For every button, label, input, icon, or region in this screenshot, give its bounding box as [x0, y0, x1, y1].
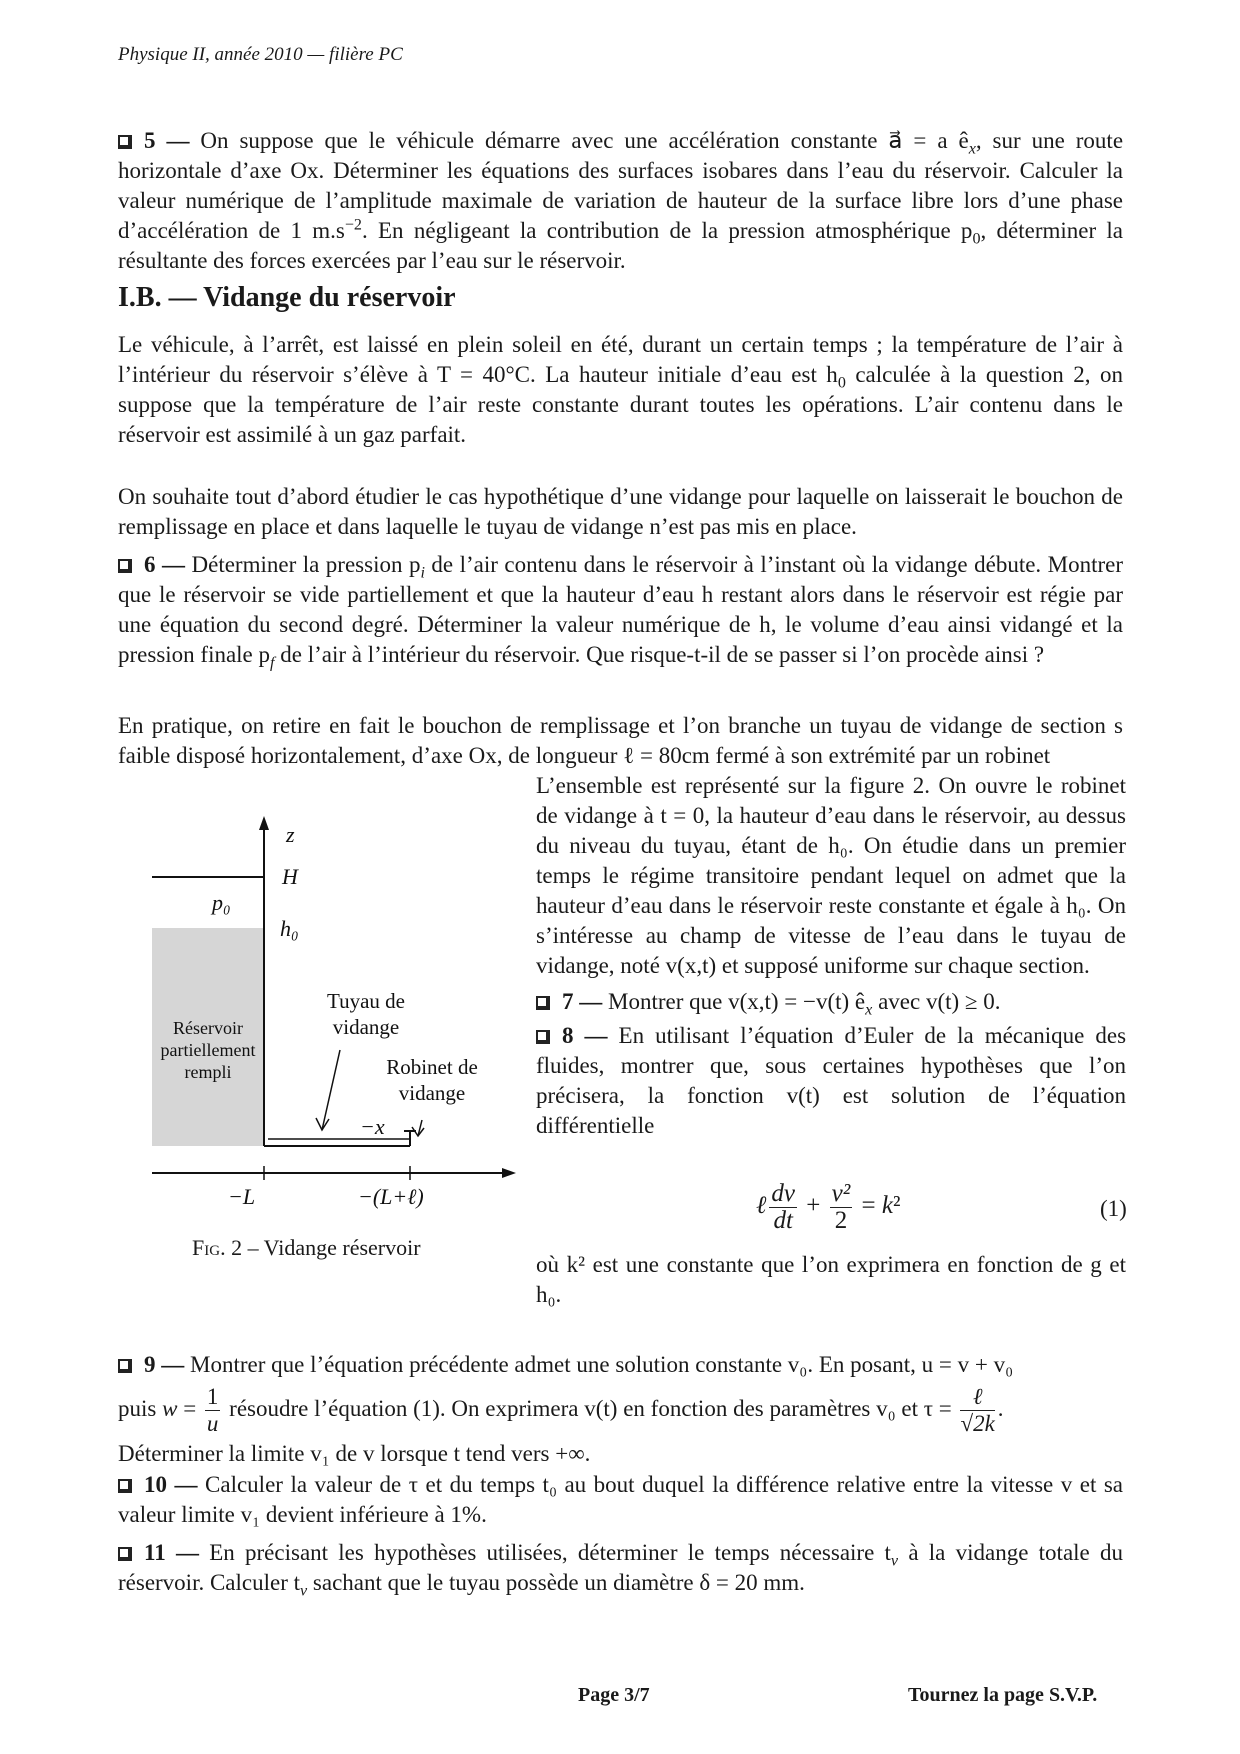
checkbox-icon [118, 1547, 132, 1561]
checkbox-icon [118, 1359, 132, 1373]
q5-exponent: −2 [344, 216, 362, 234]
q9-text-c: Déterminer la limite v₁ de v lorsque t tend vers +∞. [118, 1441, 591, 1466]
q11-text2: à la vidange totale du réservoir. Calculer t [118, 1540, 1124, 1595]
question-number: 7 — [562, 989, 603, 1014]
question-number: 6 — [144, 552, 185, 577]
checkbox-icon [118, 1479, 132, 1493]
label-H: H [282, 864, 298, 889]
pratique-text: En pratique, on retire en fait le bouchon de remplissage et l’on branche un tuyau de vidange de section s faible disposé horizontalement, d’axe Ox, de longueur ℓ = 80cm fermé à son extrémité par un robinet [118, 713, 1123, 768]
reservoir-label-3: rempli [184, 1062, 232, 1082]
q11-text: En précisant les hypothèses utilisées, déterminer le temps nécessaire t [209, 1540, 891, 1565]
question-5: 5 — On suppose que le véhicule démarre avec une accélération constante a⃗ = a $ê_x$, sur une route horizontale d’axe Ox. Déterminer les équations des surfaces isobares dans l’eau du réservoir. Calculer la valeur numérique de l’amplitude maximale de variation de hauteur de la surface libre lors d’une phase d’accélération de 1 $m.s^{-2}$. En négligeant la contribution de la pression atmosphérique $p_0$, déterminer la résultante des forces exercées par l’eau sur le réservoir. [118, 128, 1124, 273]
tuyau-label-2: vidange [332, 1015, 400, 1039]
q9-text-a: Montrer que l’équation précédente admet une solution constante v₀. En posant, u = v + v₀ [190, 1352, 1014, 1377]
tuyau-arrow [316, 1118, 329, 1130]
q9-text-b: résoudre l’équation (1). On exprimera v(t) en fonction des paramètres v₀ et τ = [229, 1395, 952, 1421]
q5-text3: , déterminer la résultante des forces exercées par l’eau sur le réservoir. [118, 218, 1123, 273]
intro1b-text: calculée à la question 2, on suppose que la température de l’air reste constante durant toutes les opérations. L’air contenu dans le réservoir est assimilé à un gaz parfait. [118, 362, 1123, 447]
equation-number: (1) [1100, 1196, 1127, 1221]
figure-label: Fig. [192, 1235, 226, 1260]
label-minus-L: −L [228, 1184, 256, 1209]
x-axis-arrow [502, 1168, 516, 1178]
label-minus-L-l: −(L+ℓ) [358, 1184, 424, 1209]
pratique-paragraph [118, 711, 1123, 771]
intro-paragraph-2 [118, 482, 1123, 542]
question-number: 10 — [144, 1472, 198, 1497]
equation-1: ℓ $\frac{dv}{dt}$ + $\frac{\text{v²}}{2}$ = k² [756, 1180, 901, 1234]
q10-text: Calculer la valeur de τ et du temps t₀ au bout duquel la différence relative entre la vitesse v et sa valeur limite v₁ devient inférieure à 1%. [118, 1472, 1124, 1527]
q7-text2: avec v(t) ≥ 0. [872, 989, 1001, 1014]
q6-text-b: de l’air contenu dans le réservoir à l’instant où la vidange débute. Montrer que le réservoir se vide partiellement et que la hauteur d’eau h restant alors dans le réservoir est régie par une équation du second degré. Déterminer la valeur numérique de h, le volume d’eau ainsi vidangé et la pression finale p [118, 552, 1124, 667]
turn-page: Tournez la page S.V.P. [908, 1684, 1098, 1706]
q5-line1b: , sur une [975, 128, 1065, 153]
caption-text: 2 – Vidange réservoir [231, 1235, 421, 1260]
question-number: 8 — [562, 1023, 608, 1048]
question-9: 9 — Montrer que l’équation précédente admet une solution constante v₀. En posant, u = v + v₀ puis w = $\frac{1}{u}$ résoudre l’équation (1). On exprimera v(t) en fonction des paramètres v₀ et τ = $\frac{\text{ℓ}}{√2k}$ . Déterminer la limite v₁ de v lorsque t tend vers +∞. [118, 1350, 1123, 1469]
reservoir-label-2: partiellement [160, 1040, 256, 1060]
question-10 [118, 1470, 1123, 1530]
figure-side-text: L’ensemble est représenté sur la figure 2. On ouvre le robinet de vidange à t = 0, la hauteur d’eau dans le réservoir, au dessus du niveau du tuyau, étant de h₀. On étudie dans un premier temps le régime transitoire pendant lequel on admet que la hauteur d’eau dans le réservoir reste constante et égale à h₀. On s’intéresse au champ de vitesse de l’eau dans le tuyau de vidange, noté v(x,t) et supposé uniforme sur chaque section. 7 — Montrer que v(x,t) = −v(t) $ê_x$ avec v(t) ≥ 0. 8 — En utilisant l’équation d’Euler de la mécanique des fluides, montrer que, sous certaines hypothèses que l’on précisera, la fonction v(t) est solution de l’équation différentielle [536, 773, 1127, 1138]
tuyau-pointer [322, 1050, 340, 1130]
col-text: L’ensemble est représenté sur la figure 2. On ouvre le robinet de vidange à t = 0, la hauteur d’eau dans le réservoir, au dessus du niveau du tuyau, étant de h₀. On étudie dans un premier temps le régime transitoire pendant lequel on admet que la hauteur d’eau dans le réservoir reste constante et égale à h₀. On s’intéresse au champ de vitesse de l’eau dans le tuyau de vidange, noté v(x,t) et supposé uniforme sur chaque section. [536, 773, 1126, 978]
robinet-label-1: Robinet de [386, 1055, 478, 1079]
question-number: 9 — [144, 1352, 185, 1377]
q6-text-a: Déterminer la pression p [191, 552, 421, 577]
question-number: 5 — [144, 128, 190, 153]
after-eq-text: où k² est une constante que l’on exprimera en fonction de g et h₀. [536, 1252, 1126, 1307]
label-h0: h₀ [280, 916, 299, 941]
checkbox-icon [118, 135, 132, 149]
checkbox-icon [536, 1030, 550, 1044]
reservoir-label-1: Réservoir [173, 1018, 243, 1038]
intro-paragraph-1: Le véhicule, à l’arrêt, est laissé en plein soleil en été, durant un certain temps ; la température de l’air à l’intérieur du réservoir s’élève à T = 40°C. La hauteur initiale d’eau est $h_0$ calculée à la question 2, on suppose que la température de l’air reste constante durant toutes les opérations. L’air contenu dans le réservoir est assimilé à un gaz parfait. [118, 332, 1123, 447]
q8-text: En utilisant l’équation d’Euler de la mécanique des fluides, montrer que, sous certaines hypothèses que l’on précisera, la fonction v(t) est solution de l’équation différentielle [536, 1023, 1127, 1138]
robinet-label-2: vidange [398, 1081, 466, 1105]
after-equation-text [536, 1250, 1126, 1310]
q11-text3: sachant que le tuyau possède un diamètre δ = 20 mm. [307, 1570, 805, 1595]
q5-text2: . En négligeant la contribution de la pression atmosphérique p [361, 218, 973, 243]
tuyau-label-1: Tuyau de [327, 989, 405, 1013]
label-minus-x: −x [360, 1114, 385, 1139]
question-6: 6 — Déterminer la pression $p_i$ de l’air contenu dans le réservoir à l’instant où la vidange débute. Montrer que le réservoir se vide partiellement et que la hauteur d’eau h restant alors dans le réservoir est régie par une équation du second degré. Déterminer la valeur numérique de h, le volume d’eau ainsi vidangé et la pression finale $p_f$ de l’air à l’intérieur du réservoir. Que risque-t-il de se passer si l’on procède ainsi ? [118, 552, 1124, 672]
q7-text: Montrer que v(x,t) = −v(t) ê [608, 989, 866, 1014]
figure-2 [140, 812, 520, 1212]
checkbox-icon [118, 559, 132, 573]
label-p0: p₀ [212, 890, 231, 915]
q5-line1: On suppose que le véhicule démarre avec une accélération constante a⃗ = a ê [200, 128, 969, 153]
label-z: z [286, 822, 295, 847]
checkbox-icon [536, 996, 550, 1010]
figure-caption [192, 1233, 421, 1263]
question-number: 11 — [144, 1540, 199, 1565]
q6-text-c: de l’air à l’intérieur du réservoir. Que risque-t-il de se passer si l’on procède ainsi ? [274, 642, 1045, 667]
z-axis-arrow [259, 816, 269, 830]
intro2-text: On souhaite tout d’abord étudier le cas hypothétique d’une vidange pour laquelle on laisserait le bouchon de remplissage en place et dans laquelle le tuyau de vidange n’est pas mis en place. [118, 484, 1123, 539]
page-number: Page 3/7 [578, 1684, 650, 1706]
intro1-text: Le véhicule, à l’arrêt, est laissé en plein soleil en été, durant un certain temps ; la température de l’air à l’intérieur du réservoir s’élève à T = 40°C. La hauteur initiale d’eau est h [118, 332, 1123, 387]
q5-text: route horizontale d’axe Ox. Déterminer les équations des surfaces isobares dans l’eau du réservoir. Calculer la valeur numérique de l’amplitude maximale de variation de hauteur de la surface libre lors d’une phase d’accélération de 1 m.s [118, 128, 1124, 243]
question-11: 11 — En précisant les hypothèses utilisées, déterminer le temps nécessaire $t_v$ à la vidange totale du réservoir. Calculer $t_v$ sachant que le tuyau possède un diamètre δ = 20 mm. [118, 1540, 1124, 1600]
section-title: I.B. — Vidange du réservoir [118, 282, 456, 313]
page-header: Physique II, année 2010 — filière PC [118, 44, 403, 65]
